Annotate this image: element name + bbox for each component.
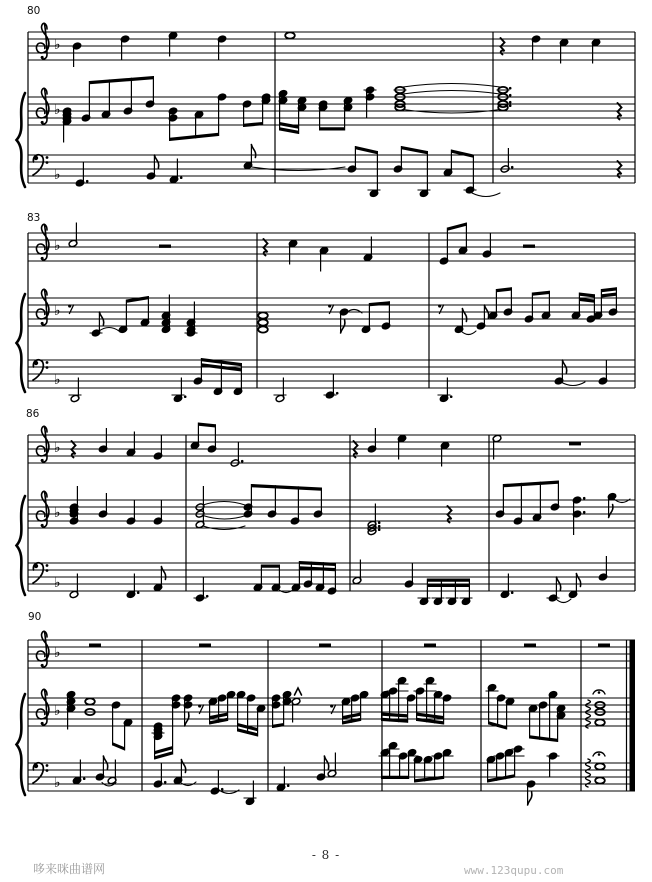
beam [126,296,148,303]
augmentation-dot [221,788,224,791]
measure-rest [159,245,171,248]
augmentation-dot [378,525,381,528]
beam [451,150,473,158]
whole-note-head [595,777,605,783]
beam [170,133,219,141]
tie-slur [99,328,119,332]
eighth-rest [438,304,441,307]
treble-clef [41,459,44,462]
measure-number-80: 80 [27,5,41,17]
measure-rest [598,644,610,647]
measure-rest [199,644,211,647]
tie-slur [403,84,500,88]
augmentation-dot [509,87,512,90]
treble-clef [41,56,44,59]
augmentation-dot [378,521,381,524]
bass-clef [46,564,49,567]
eighth-rest [330,704,333,707]
beam [89,76,153,84]
bass-clef [46,161,49,164]
measure-rest [424,644,436,647]
beam [496,287,511,292]
treble-clef [41,257,44,260]
key-signature-flat: ♭ [54,303,61,319]
eighth-rest [68,304,71,307]
key-signature-flat: ♭ [54,238,61,254]
grand-staff-brace [17,496,26,595]
watermark-site-name: 哆来咪曲谱网 [33,862,106,876]
tie-slur [203,502,245,506]
tie-slur [203,516,246,520]
beam [382,713,408,718]
beam [261,565,279,568]
bass-clef [46,361,49,364]
eighth-flag [251,145,255,158]
tie-slur [472,193,500,197]
eighth-rest [198,704,201,707]
grand-staff-brace [17,294,26,392]
key-signature-flat: ♭ [54,645,61,661]
bass-clef [46,769,49,772]
eighth-flag [609,505,613,518]
whole-note-head [595,763,605,769]
augmentation-dot [509,104,512,107]
beam [113,742,125,750]
augmentation-dot [583,511,586,514]
whole-note-head [285,32,295,38]
beam [401,146,427,154]
augmentation-dot [83,777,86,780]
whole-note-head [258,326,268,332]
beam [427,584,469,587]
treble-clef [41,322,44,325]
augmentation-dot [583,497,586,500]
beam [447,223,466,231]
bass-clef [46,156,49,159]
grand-staff-brace [17,93,26,187]
eighth-flag [528,792,532,805]
eighth-flag [462,309,466,322]
key-signature-flat: ♭ [54,102,61,118]
key-signature-flat: ♭ [54,372,61,388]
bass-clef [46,569,49,572]
augmentation-dot [511,591,514,594]
augmentation-dot [137,591,140,594]
eighth-rest [328,304,331,307]
key-signature-flat: ♭ [54,775,61,791]
key-signature-flat: ♭ [54,440,61,456]
final-barline-thick [630,640,636,791]
fermata [598,753,601,756]
beam [382,776,409,779]
page-number: - 8 - [311,848,341,862]
bass-clef [46,764,49,767]
measure-rest [319,644,331,647]
augmentation-dot [509,94,512,97]
whole-note-head [595,719,605,725]
key-signature-flat: ♭ [54,37,61,53]
augmentation-dot [86,180,89,183]
measure-rest [524,644,536,647]
augmentation-dot [287,784,290,787]
treble-clef [41,524,44,527]
augmentation-dot [184,395,187,398]
key-signature-flat: ♭ [54,703,61,719]
augmentation-dot [164,781,167,784]
whole-note-head [258,319,268,325]
watermark-site-url: www.123qupu.com [464,864,564,877]
fermata [598,691,601,694]
measure-number-86: 86 [26,408,40,420]
beam [273,723,284,728]
measure-number-83: 83 [27,212,41,224]
key-signature-flat: ♭ [54,575,61,591]
beam [251,484,321,491]
beam [530,735,558,742]
augmentation-dot [206,595,209,598]
beam [579,293,594,298]
augmentation-dot [336,392,339,395]
tie-slur [556,599,571,603]
measure-rest [89,644,101,647]
treble-clef [41,121,44,124]
eighth-flag [576,574,580,587]
bass-clef [46,366,49,369]
beam [532,291,549,296]
measure-rest [523,245,535,248]
whole-note-head [85,698,95,704]
marcato-accent [295,688,302,695]
beam [601,287,616,292]
beam [427,579,469,582]
tie-slur [561,382,585,386]
beam [382,718,408,723]
measure-rest [569,442,581,445]
beam [369,301,389,306]
grand-staff-brace [17,694,26,795]
augmentation-dot [180,176,183,179]
eighth-flag [181,760,185,773]
arpeggio-squiggle [586,700,591,728]
key-signature-flat: ♭ [54,505,61,521]
tie-slur [403,91,500,95]
treble-clef [41,722,44,725]
beam [320,127,345,130]
whole-note-head [258,312,268,318]
beam [299,561,335,566]
augmentation-dot [509,101,512,104]
key-signature-flat: ♭ [54,167,61,183]
augmentation-dot [511,166,514,169]
beam [244,122,263,127]
treble-clef [41,664,44,667]
measure-number-90: 90 [28,611,42,623]
augmentation-dot [450,395,453,398]
tie-slur [461,331,476,335]
beam [488,774,515,782]
augmentation-dot [378,528,381,531]
augmentation-dot [241,460,244,463]
beam [355,146,377,154]
eighth-flag [161,567,165,580]
beam [601,292,616,297]
beam [503,481,558,488]
beam [198,423,215,428]
